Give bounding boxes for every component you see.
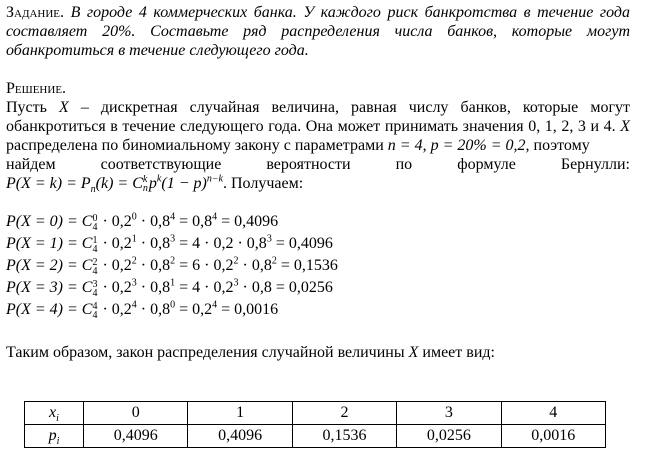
param-n: n = 4 [387,137,423,154]
probability-calculations [6,211,630,321]
variable-x: X [408,344,419,362]
task-section [6,3,630,60]
table-cell: 2 [292,402,396,425]
variable-x: X [59,99,69,116]
solution-paragraph: Пусть X – дискретная случайная величина, равная числу банков, которые могут обанкротиться в течение следующего года. Она может принимать значения 0, 1, 2, 3 и 4. X распределена по биномиальному закону с параметрами n = 4, p = 20% = 0,2, поэтому [6,99,631,154]
distribution-table [24,401,606,448]
table-cell: 0 [84,402,188,425]
calc-row-3: P(X = 3) = C 3 4 · $0,2^3 \cdot 0,8^1 = 4 \cdot 0,2^3 \cdot 0,8 = 0,0256$ [6,278,333,299]
bernoulli-intro: найдем соответствующие вероятности по формуле Бернулли: [6,156,630,173]
calc-row-0: P(X = 0) = C 0 4 · $0,2^0 \cdot 0,8^4 = 0,8^4 = 0,4096$ [6,212,279,233]
solution-text [6,98,631,196]
table-cell: 0,4096 [188,425,292,448]
task-heading: Задание. [6,4,65,21]
document-page [6,3,630,362]
bernoulli-formula: $P(X = k) = P_n(k) = C$ k n $p^k(1 - p)^{n-k}$. Получаем: [6,173,304,196]
table-row-p [25,425,606,448]
table-cell: 4 [501,402,605,425]
table-cell: 0,1536 [292,425,396,448]
task-text: В городе 4 коммерческих банка. У каждого риск банкротства в течение года составляет 20%. Составьте ряд распределения числа банков, которые могут обанкротиться в течение следующего года. [6,4,631,59]
table-cell: 0,0256 [397,425,501,448]
table-cell: 0,0016 [501,425,605,448]
table-cell: 1 [188,402,292,425]
row-label-x: $x_i$ [25,402,84,425]
table-cell: 3 [397,402,501,425]
param-p: p = 20% = 0,2 [430,137,526,154]
calc-row-4: P(X = 4) = C 4 4 · $0,2^4 \cdot 0,8^0 = 0,2^4 = 0,0016$ [6,300,279,321]
calc-row-1: P(X = 1) = C 1 4 · $0,2^1 \cdot 0,8^3 = 4 \cdot 0,2 \cdot 0,8^3 = 0,4096$ [6,234,333,255]
table-row-x [25,402,606,425]
variable-x: X [620,118,631,135]
conclusion: Таким образом, закон распределения случайной величины X имеет вид: [6,344,495,362]
calc-row-2: P(X = 2) = C 2 4 · $0,2^2 \cdot 0,8^2 = 6 \cdot 0,2^2 \cdot 0,8^2 = 0,1536$ [6,256,338,277]
row-label-p: $p_i$ [25,425,84,448]
table-cell: 0,4096 [84,425,188,448]
solution-heading: Решение. [6,80,67,97]
